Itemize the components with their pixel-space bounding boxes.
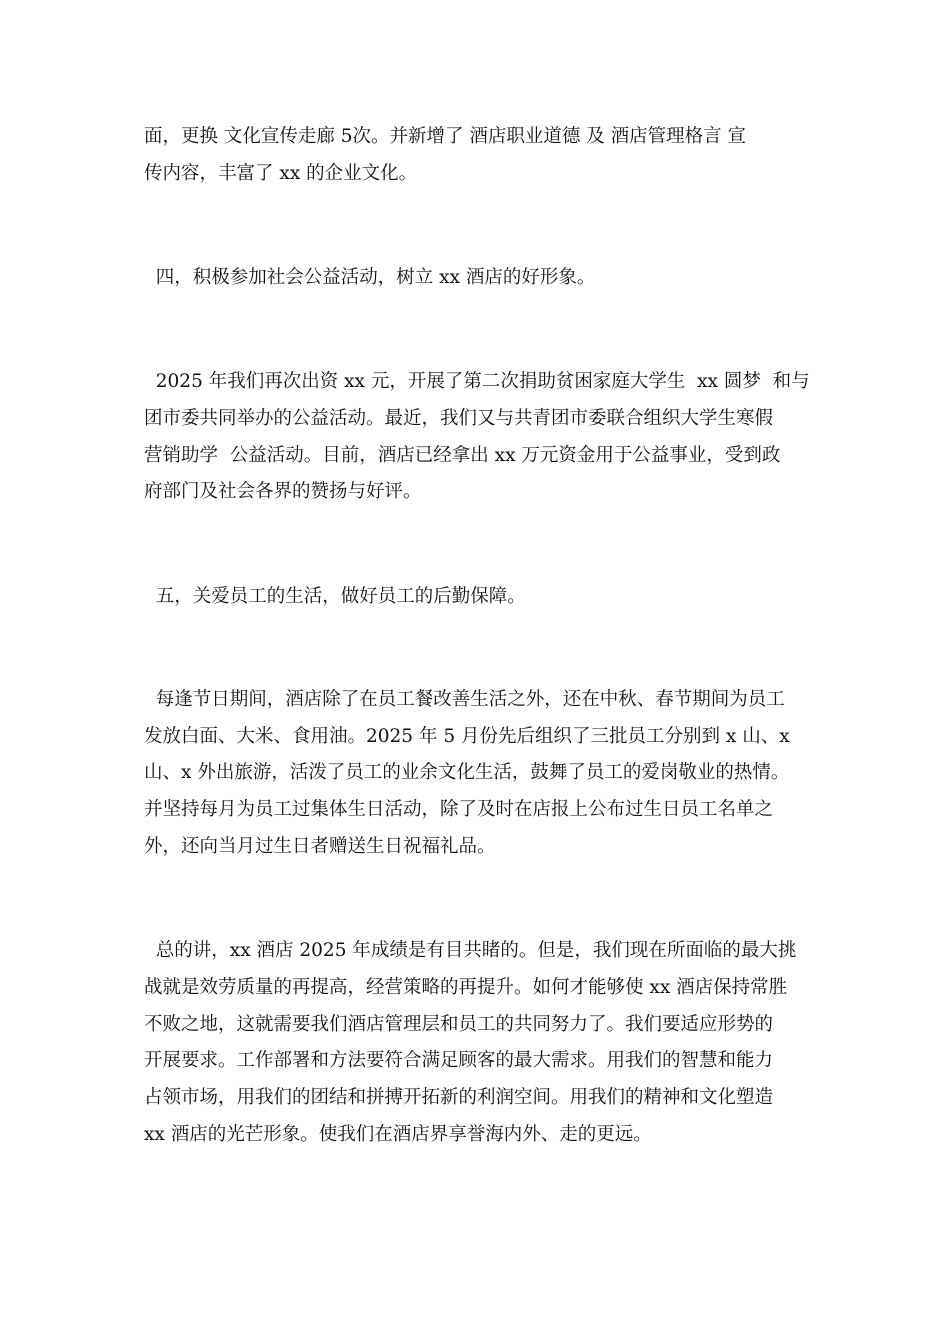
text-line: 面，更换 文化宣传走廊 5次。并新增了 酒店职业道德 及 酒店管理格言 宣 (144, 126, 747, 147)
heading-line: 五，关爱员工的生活，做好员工的后勤保障。 (144, 586, 526, 607)
text-line: 发放白面、大米、食用油。2025 年 5 月份先后组织了三批员工分别到 x 山、x (144, 726, 790, 747)
text-line: 开展要求。工作部署和方法要符合满足顾客的最大需求。用我们的智慧和能力 (144, 1050, 774, 1071)
text-line: 团市委共同举办的公益活动。最近，我们又与共青团市委联合组织大学生寒假 (144, 408, 774, 429)
text-line: 不败之地，这就需要我们酒店管理层和员工的共同努力了。我们要适应形势的 (144, 1014, 774, 1035)
text-line: 占领市场，用我们的团结和拼搏开拓新的利润空间。用我们的精神和文化塑造 (144, 1087, 774, 1108)
text-line: 总的讲，xx 酒店 2025 年成绩是有目共睹的。但是，我们现在所面临的最大挑 (144, 940, 797, 961)
text-line: 每逢节日期间，酒店除了在员工餐改善生活之外，还在中秋、春节期间为员工 (144, 689, 785, 710)
text-line: 传内容，丰富了 xx 的企业文化。 (144, 163, 418, 184)
text-line: xx 酒店的光芒形象。使我们在酒店界享誉海内外、走的更远。 (144, 1124, 652, 1145)
text-line: 营销助学 公益活动。目前，酒店已经拿出 xx 万元资金用于公益事业，受到政 (144, 445, 781, 466)
text-line: 战就是效劳质量的再提高，经营策略的再提升。如何才能够使 xx 酒店保持常胜 (144, 977, 788, 998)
text-line: 并坚持每月为员工过集体生日活动，除了及时在店报上公布过生日员工名单之 (144, 799, 774, 820)
text-line: 2025 年我们再次出资 xx 元，开展了第二次捐助贫困家庭大学生 xx 圆梦 和与 (144, 371, 810, 392)
heading-line: 四，积极参加社会公益活动，树立 xx 酒店的好形象。 (144, 267, 596, 288)
text-line: 山、x 外出旅游，活泼了员工的业余文化生活，鼓舞了员工的爱岗敬业的热情。 (144, 762, 790, 783)
text-line: 府部门及社会各界的赞扬与好评。 (144, 481, 422, 502)
text-line: 外，还向当月过生日者赠送生日祝福礼品。 (144, 836, 496, 857)
